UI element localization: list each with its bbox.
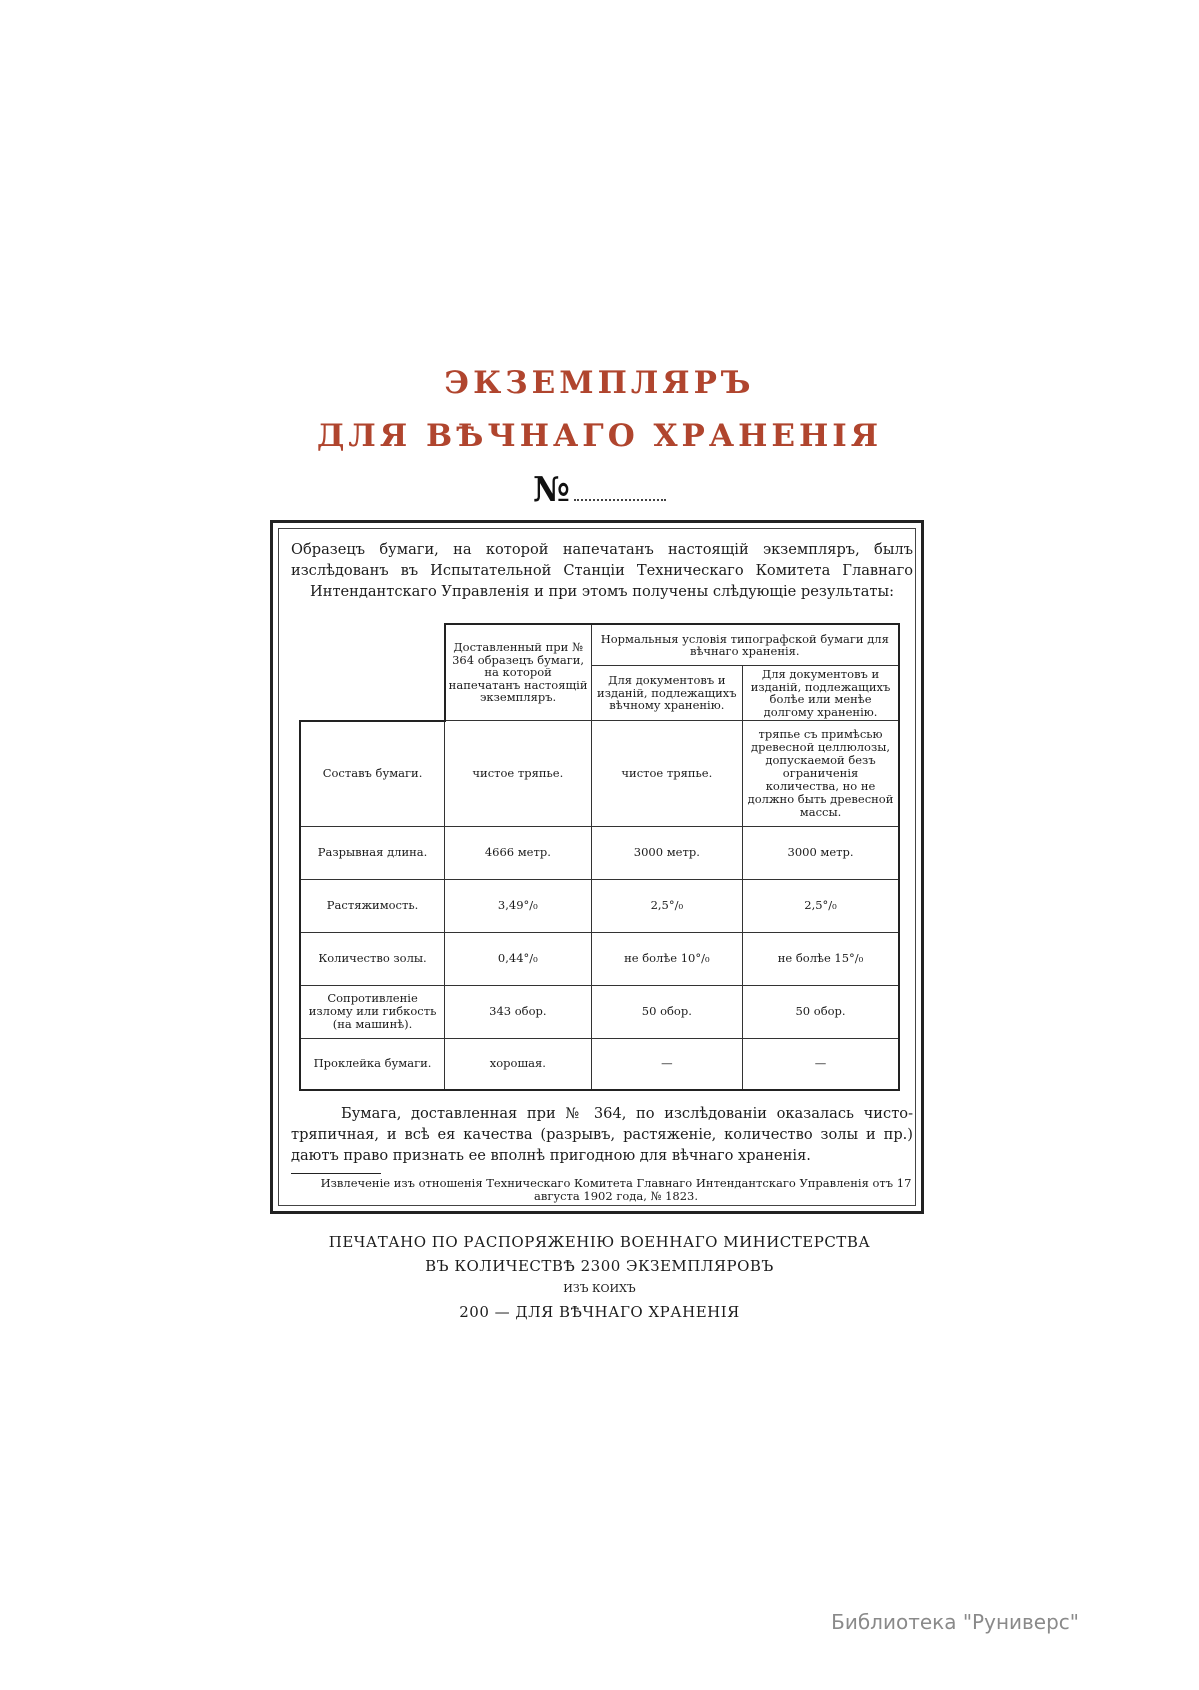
table-row	[300, 985, 899, 1038]
title-line-2: ДЛЯ ВѢЧНАГО ХРАНЕНІЯ	[316, 418, 883, 454]
cell-long: не болѣе 15°/₀	[743, 932, 899, 985]
cell-delivered: чистое тряпье.	[445, 721, 592, 827]
report-conclusion: Бумага, доставленная при № 364, по изслѣдованіи оказалась чисто-тряпичная, и всѣ ея качества (разрывъ, растяженіе, количество золы и пр.) даютъ право признать ее вполнѣ пригодною для вѣчнаго храненія.	[291, 1105, 913, 1164]
cell-eternal: не болѣе 10°/₀	[591, 932, 742, 985]
row-label: Составъ бумаги.	[300, 721, 445, 827]
cell-delivered: хорошая.	[445, 1038, 592, 1090]
cell-delivered: 0,44°/₀	[445, 932, 592, 985]
imprint-line-2: ВЪ КОЛИЧЕСТВѢ 2300 ЭКЗЕМПЛЯРОВЪ	[425, 1257, 774, 1275]
cell-eternal: 2,5°/₀	[591, 879, 742, 932]
library-watermark: Библиотека "Руниверс"	[831, 1610, 1079, 1634]
report-intro: Образецъ бумаги, на которой напечатанъ настоящій экземпляръ, былъ изслѣдованъ въ Испытательной Станціи Техническаго Комитета Главнаго Интендантскаго Управленія и при этомъ получены слѣдующіе результаты:	[291, 541, 913, 600]
cell-eternal: —	[591, 1038, 742, 1090]
row-label: Сопротивленіе излому или гибкость (на машинѣ).	[300, 985, 445, 1038]
imprint-line-3: ИЗЪ КОИХЪ	[563, 1282, 636, 1295]
cell-delivered: 343 обор.	[445, 985, 592, 1038]
header-delivered: Доставленный при № 364 образецъ бумаги, на которой напечатанъ настоящій экземпляръ.	[445, 624, 592, 721]
cell-eternal: 50 обор.	[591, 985, 742, 1038]
results-table	[299, 623, 900, 1091]
imprint-line-1: ПЕЧАТАНО ПО РАСПОРЯЖЕНІЮ ВОЕННАГО МИНИСТЕРСТВА	[328, 1233, 871, 1251]
cell-eternal: чистое тряпье.	[591, 721, 742, 827]
header-normal-conditions: Нормальныя условія типографской бумаги для вѣчнаго храненія.	[591, 624, 899, 666]
cell-long: 2,5°/₀	[743, 879, 899, 932]
test-report-frame	[270, 520, 924, 1214]
cell-long: тряпье съ примѣсью древесной целлюлозы, допускаемой безъ ограниченія количества, но не должно быть древесной массы.	[743, 721, 899, 827]
row-label: Разрывная длина.	[300, 826, 445, 879]
number-sign: №	[533, 470, 570, 510]
cell-eternal: 3000 метр.	[591, 826, 742, 879]
cell-delivered: 3,49°/₀	[445, 879, 592, 932]
row-label: Количество золы.	[300, 932, 445, 985]
table-row	[300, 721, 899, 827]
test-report-inner-frame	[278, 528, 916, 1206]
row-label: Растяжимость.	[300, 879, 445, 932]
table-row	[300, 932, 899, 985]
table-corner	[300, 624, 445, 721]
copy-number	[0, 470, 1199, 510]
cell-long: —	[743, 1038, 899, 1090]
table-row	[300, 826, 899, 879]
table-row	[300, 1038, 899, 1090]
report-source: Извлеченіе изъ отношенія Техническаго Комитета Главнаго Интендантскаго Управленія отъ 17 августа 1902 года, № 1823.	[320, 1176, 912, 1203]
table-row	[300, 879, 899, 932]
number-blank-line	[574, 498, 666, 501]
cell-delivered: 4666 метр.	[445, 826, 592, 879]
imprint-line-4: 200 — ДЛЯ ВѢЧНАГО ХРАНЕНІЯ	[459, 1303, 740, 1321]
cell-long: 50 обор.	[743, 985, 899, 1038]
cell-long: 3000 метр.	[743, 826, 899, 879]
header-docs-long: Для документовъ и изданій, подлежащихъ болѣе или менѣе долгому храненію.	[743, 666, 899, 721]
footnote-rule	[291, 1173, 381, 1174]
row-label: Проклейка бумаги.	[300, 1038, 445, 1090]
header-docs-eternal: Для документовъ и изданій, подлежащихъ вѣчному храненію.	[591, 666, 742, 721]
title-line-1: ЭКЗЕМПЛЯРЪ	[444, 365, 755, 401]
